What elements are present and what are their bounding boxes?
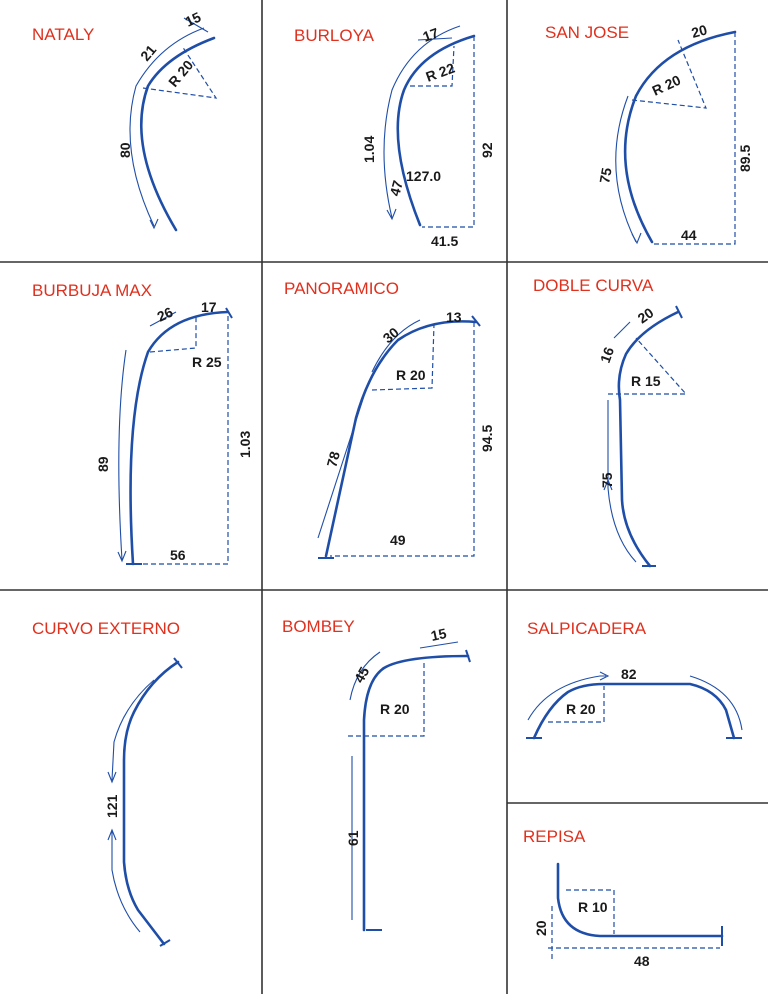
title-bombey: BOMBEY	[282, 617, 355, 636]
dim-san-jose-895: 89.5	[737, 144, 753, 172]
cell-curvo-externo	[32, 619, 182, 946]
dim-salpicadera-82: 82	[621, 666, 637, 682]
dim-burbuja-max-17: 17	[201, 299, 217, 315]
title-nataly: NATALY	[32, 25, 95, 44]
dim-burloya-47: 47	[386, 178, 406, 198]
dim-san-jose-20: 20	[689, 21, 709, 41]
dim-repisa-20: 20	[533, 920, 549, 936]
title-burbuja-max: BURBUJA MAX	[32, 281, 152, 300]
dim-bombey-61: 61	[345, 830, 361, 846]
dim-curvo-externo-121: 121	[104, 794, 120, 818]
title-curvo-externo: CURVO EXTERNO	[32, 619, 180, 638]
dim-burbuja-max-56: 56	[170, 547, 186, 563]
cell-repisa	[523, 827, 722, 969]
burbuja-max-profile	[131, 312, 228, 564]
dim-panoramico-78: 78	[323, 449, 343, 469]
dim-bombey-15: 15	[429, 625, 448, 644]
dim-repisa-r10: R 10	[578, 899, 608, 915]
dim-doble-curva-r15: R 15	[631, 373, 661, 389]
dim-nataly-15: 15	[182, 8, 204, 30]
dim-salpicadera-r20: R 20	[566, 701, 596, 717]
dim-san-jose-75: 75	[596, 166, 615, 185]
dim-nataly-21: 21	[137, 41, 160, 64]
salpicadera-profile	[534, 684, 734, 738]
cell-doble-curva	[533, 276, 686, 566]
dim-bombey-r20: R 20	[380, 701, 410, 717]
dim-san-jose-44: 44	[681, 227, 697, 243]
dim-burloya-1270: 127.0	[406, 168, 442, 184]
dim-san-jose-r20: R 20	[649, 71, 684, 99]
dim-nataly-80: 80	[117, 142, 133, 158]
cell-panoramico	[284, 279, 495, 558]
dim-burbuja-max-89: 89	[95, 456, 111, 472]
dim-burloya-415: 41.5	[431, 233, 459, 249]
dim-burloya-104: 1.04	[361, 135, 377, 163]
dim-bombey-45: 45	[350, 664, 373, 686]
doble-curva-profile	[619, 312, 678, 566]
cell-salpicadera	[526, 619, 742, 738]
title-repisa: REPISA	[523, 827, 586, 846]
title-panoramico: PANORAMICO	[284, 279, 399, 298]
dim-nataly-r20: R 20	[165, 56, 197, 90]
dim-burbuja-max-103: 1.03	[237, 430, 253, 458]
dim-burbuja-max-r25: R 25	[192, 354, 222, 370]
cell-burbuja-max	[32, 281, 253, 564]
dim-panoramico-945: 94.5	[479, 424, 495, 452]
dim-burbuja-max-26: 26	[154, 303, 176, 325]
cell-san-jose	[545, 21, 753, 244]
dim-burloya-r22: R 22	[423, 59, 457, 85]
dim-burloya-92: 92	[479, 142, 495, 158]
title-salpicadera: SALPICADERA	[527, 619, 647, 638]
dim-panoramico-r20: R 20	[396, 367, 426, 383]
dim-panoramico-49: 49	[390, 532, 406, 548]
san-jose-profile	[625, 32, 735, 242]
bombey-profile	[364, 656, 468, 930]
dim-doble-curva-75: 75	[599, 472, 615, 488]
dim-doble-curva-20: 20	[634, 304, 657, 327]
cell-burloya	[294, 24, 495, 249]
dim-panoramico-30: 30	[379, 324, 402, 347]
dim-repisa-48: 48	[634, 953, 650, 969]
cell-nataly	[32, 9, 216, 230]
title-doble-curva: DOBLE CURVA	[533, 276, 654, 295]
cell-bombey	[282, 617, 470, 930]
dim-doble-curva-16: 16	[596, 344, 618, 366]
panoramico-profile	[326, 321, 476, 556]
dim-burloya-17: 17	[420, 24, 441, 45]
dim-panoramico-13: 13	[446, 309, 462, 325]
title-burloya: BURLOYA	[294, 26, 374, 45]
title-san-jose: SAN JOSE	[545, 23, 630, 42]
